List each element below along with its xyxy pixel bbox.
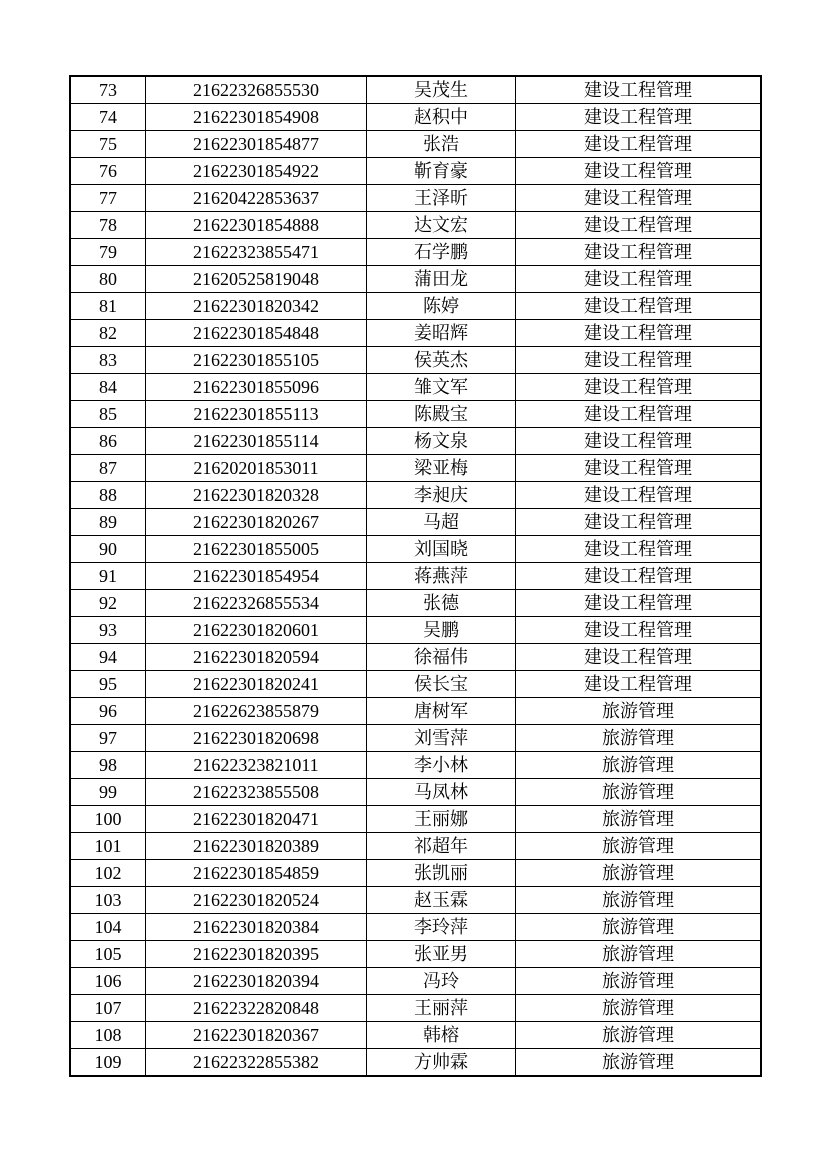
major-cell: 旅游管理 (516, 806, 762, 833)
major-cell: 旅游管理 (516, 914, 762, 941)
row-number-cell: 81 (70, 293, 146, 320)
row-number-cell: 89 (70, 509, 146, 536)
major-cell: 建设工程管理 (516, 401, 762, 428)
row-number-cell: 96 (70, 698, 146, 725)
table-row (70, 509, 761, 536)
student-name-cell: 蒋燕萍 (367, 563, 516, 590)
major-cell: 建设工程管理 (516, 536, 762, 563)
major-cell: 旅游管理 (516, 1022, 762, 1049)
row-number-cell: 107 (70, 995, 146, 1022)
student-name-cell: 侯长宝 (367, 671, 516, 698)
table-row (70, 266, 761, 293)
student-name-cell: 李小林 (367, 752, 516, 779)
table-row (70, 131, 761, 158)
major-cell: 建设工程管理 (516, 76, 762, 104)
table-row (70, 914, 761, 941)
student-id-cell: 21622301820367 (146, 1022, 367, 1049)
row-number-cell: 97 (70, 725, 146, 752)
table-row (70, 76, 761, 104)
table-row (70, 995, 761, 1022)
table-row (70, 833, 761, 860)
table-row (70, 374, 761, 401)
row-number-cell: 99 (70, 779, 146, 806)
table-row (70, 941, 761, 968)
major-cell: 建设工程管理 (516, 563, 762, 590)
student-id-cell: 21622301820394 (146, 968, 367, 995)
student-id-cell: 21622301854848 (146, 320, 367, 347)
student-name-cell: 韩榕 (367, 1022, 516, 1049)
student-id-cell: 21622301820267 (146, 509, 367, 536)
student-name-cell: 达文宏 (367, 212, 516, 239)
table-row (70, 752, 761, 779)
student-id-cell: 21620525819048 (146, 266, 367, 293)
row-number-cell: 93 (70, 617, 146, 644)
table-row (70, 293, 761, 320)
major-cell: 建设工程管理 (516, 185, 762, 212)
student-name-cell: 马凤林 (367, 779, 516, 806)
table-row (70, 887, 761, 914)
major-cell: 建设工程管理 (516, 482, 762, 509)
row-number-cell: 78 (70, 212, 146, 239)
student-id-cell: 21620422853637 (146, 185, 367, 212)
row-number-cell: 103 (70, 887, 146, 914)
table-row (70, 320, 761, 347)
student-id-cell: 21622323855508 (146, 779, 367, 806)
student-id-cell: 21622301854954 (146, 563, 367, 590)
row-number-cell: 86 (70, 428, 146, 455)
table-row (70, 860, 761, 887)
student-name-cell: 吴茂生 (367, 76, 516, 104)
student-name-cell: 徐福伟 (367, 644, 516, 671)
student-name-cell: 刘雪萍 (367, 725, 516, 752)
row-number-cell: 101 (70, 833, 146, 860)
student-id-cell: 21622301820524 (146, 887, 367, 914)
student-id-cell: 21622301855005 (146, 536, 367, 563)
row-number-cell: 85 (70, 401, 146, 428)
student-name-cell: 姜昭辉 (367, 320, 516, 347)
student-id-cell: 21622301854922 (146, 158, 367, 185)
major-cell: 建设工程管理 (516, 644, 762, 671)
student-id-cell: 21622301820389 (146, 833, 367, 860)
table-row (70, 104, 761, 131)
major-cell: 建设工程管理 (516, 158, 762, 185)
major-cell: 旅游管理 (516, 698, 762, 725)
student-roster-table (69, 75, 762, 1077)
row-number-cell: 95 (70, 671, 146, 698)
major-cell: 建设工程管理 (516, 131, 762, 158)
table-row (70, 347, 761, 374)
major-cell: 旅游管理 (516, 941, 762, 968)
row-number-cell: 100 (70, 806, 146, 833)
major-cell: 建设工程管理 (516, 266, 762, 293)
student-id-cell: 21622301820594 (146, 644, 367, 671)
row-number-cell: 108 (70, 1022, 146, 1049)
student-name-cell: 杨文泉 (367, 428, 516, 455)
student-name-cell: 石学鹏 (367, 239, 516, 266)
student-id-cell: 21622322855382 (146, 1049, 367, 1077)
student-name-cell: 张德 (367, 590, 516, 617)
student-name-cell: 王丽娜 (367, 806, 516, 833)
major-cell: 旅游管理 (516, 725, 762, 752)
student-name-cell: 张亚男 (367, 941, 516, 968)
table-row (70, 1022, 761, 1049)
student-name-cell: 赵玉霖 (367, 887, 516, 914)
table-row (70, 1049, 761, 1077)
row-number-cell: 83 (70, 347, 146, 374)
row-number-cell: 94 (70, 644, 146, 671)
table-row (70, 779, 761, 806)
major-cell: 建设工程管理 (516, 455, 762, 482)
student-id-cell: 21622301820342 (146, 293, 367, 320)
student-id-cell: 21622623855879 (146, 698, 367, 725)
major-cell: 旅游管理 (516, 860, 762, 887)
student-name-cell: 唐树军 (367, 698, 516, 725)
student-name-cell: 陈殿宝 (367, 401, 516, 428)
major-cell: 建设工程管理 (516, 347, 762, 374)
student-name-cell: 李昶庆 (367, 482, 516, 509)
row-number-cell: 105 (70, 941, 146, 968)
row-number-cell: 106 (70, 968, 146, 995)
table-row (70, 428, 761, 455)
row-number-cell: 82 (70, 320, 146, 347)
major-cell: 旅游管理 (516, 752, 762, 779)
major-cell: 旅游管理 (516, 779, 762, 806)
table-row (70, 968, 761, 995)
major-cell: 旅游管理 (516, 1049, 762, 1077)
student-name-cell: 侯英杰 (367, 347, 516, 374)
major-cell: 建设工程管理 (516, 509, 762, 536)
student-id-cell: 21622301820601 (146, 617, 367, 644)
major-cell: 建设工程管理 (516, 590, 762, 617)
major-cell: 建设工程管理 (516, 104, 762, 131)
row-number-cell: 87 (70, 455, 146, 482)
row-number-cell: 88 (70, 482, 146, 509)
student-id-cell: 21622301820471 (146, 806, 367, 833)
major-cell: 建设工程管理 (516, 212, 762, 239)
row-number-cell: 79 (70, 239, 146, 266)
student-id-cell: 21622301820395 (146, 941, 367, 968)
row-number-cell: 92 (70, 590, 146, 617)
row-number-cell: 109 (70, 1049, 146, 1077)
table-row (70, 482, 761, 509)
student-name-cell: 马超 (367, 509, 516, 536)
table-row (70, 239, 761, 266)
row-number-cell: 75 (70, 131, 146, 158)
student-name-cell: 张凯丽 (367, 860, 516, 887)
row-number-cell: 80 (70, 266, 146, 293)
table-row (70, 401, 761, 428)
student-name-cell: 吴鹏 (367, 617, 516, 644)
student-id-cell: 21622326855530 (146, 76, 367, 104)
row-number-cell: 98 (70, 752, 146, 779)
major-cell: 建设工程管理 (516, 320, 762, 347)
table-row (70, 725, 761, 752)
major-cell: 建设工程管理 (516, 374, 762, 401)
table-row (70, 212, 761, 239)
student-name-cell: 靳育豪 (367, 158, 516, 185)
student-id-cell: 21622301855105 (146, 347, 367, 374)
table-row (70, 536, 761, 563)
row-number-cell: 77 (70, 185, 146, 212)
table-row (70, 590, 761, 617)
student-id-cell: 21622323855471 (146, 239, 367, 266)
major-cell: 建设工程管理 (516, 293, 762, 320)
table-row (70, 806, 761, 833)
student-name-cell: 赵积中 (367, 104, 516, 131)
table-row (70, 563, 761, 590)
student-id-cell: 21622301820698 (146, 725, 367, 752)
student-name-cell: 方帅霖 (367, 1049, 516, 1077)
student-name-cell: 陈婷 (367, 293, 516, 320)
student-id-cell: 21622301820241 (146, 671, 367, 698)
major-cell: 旅游管理 (516, 887, 762, 914)
table-row (70, 617, 761, 644)
row-number-cell: 74 (70, 104, 146, 131)
student-name-cell: 王泽昕 (367, 185, 516, 212)
student-id-cell: 21622301855096 (146, 374, 367, 401)
major-cell: 建设工程管理 (516, 239, 762, 266)
student-id-cell: 21622301855113 (146, 401, 367, 428)
student-name-cell: 梁亚梅 (367, 455, 516, 482)
student-id-cell: 21622322820848 (146, 995, 367, 1022)
table-row (70, 698, 761, 725)
table-row (70, 185, 761, 212)
table-row (70, 671, 761, 698)
student-id-cell: 21622301854877 (146, 131, 367, 158)
row-number-cell: 73 (70, 76, 146, 104)
student-name-cell: 雏文军 (367, 374, 516, 401)
row-number-cell: 102 (70, 860, 146, 887)
student-id-cell: 21622323821011 (146, 752, 367, 779)
student-id-cell: 21622301854859 (146, 860, 367, 887)
student-name-cell: 蒲田龙 (367, 266, 516, 293)
table-row (70, 158, 761, 185)
row-number-cell: 104 (70, 914, 146, 941)
row-number-cell: 84 (70, 374, 146, 401)
student-name-cell: 冯玲 (367, 968, 516, 995)
major-cell: 建设工程管理 (516, 617, 762, 644)
table-row (70, 455, 761, 482)
student-id-cell: 21622301820328 (146, 482, 367, 509)
student-name-cell: 王丽萍 (367, 995, 516, 1022)
student-name-cell: 李玲萍 (367, 914, 516, 941)
student-id-cell: 21620201853011 (146, 455, 367, 482)
student-name-cell: 祁超年 (367, 833, 516, 860)
student-id-cell: 21622301854888 (146, 212, 367, 239)
student-id-cell: 21622301820384 (146, 914, 367, 941)
student-name-cell: 刘国晓 (367, 536, 516, 563)
row-number-cell: 76 (70, 158, 146, 185)
student-id-cell: 21622326855534 (146, 590, 367, 617)
student-roster-body (70, 76, 761, 1076)
major-cell: 旅游管理 (516, 833, 762, 860)
major-cell: 建设工程管理 (516, 428, 762, 455)
row-number-cell: 90 (70, 536, 146, 563)
row-number-cell: 91 (70, 563, 146, 590)
major-cell: 旅游管理 (516, 968, 762, 995)
table-row (70, 644, 761, 671)
student-name-cell: 张浩 (367, 131, 516, 158)
major-cell: 旅游管理 (516, 995, 762, 1022)
student-id-cell: 21622301855114 (146, 428, 367, 455)
major-cell: 建设工程管理 (516, 671, 762, 698)
student-id-cell: 21622301854908 (146, 104, 367, 131)
